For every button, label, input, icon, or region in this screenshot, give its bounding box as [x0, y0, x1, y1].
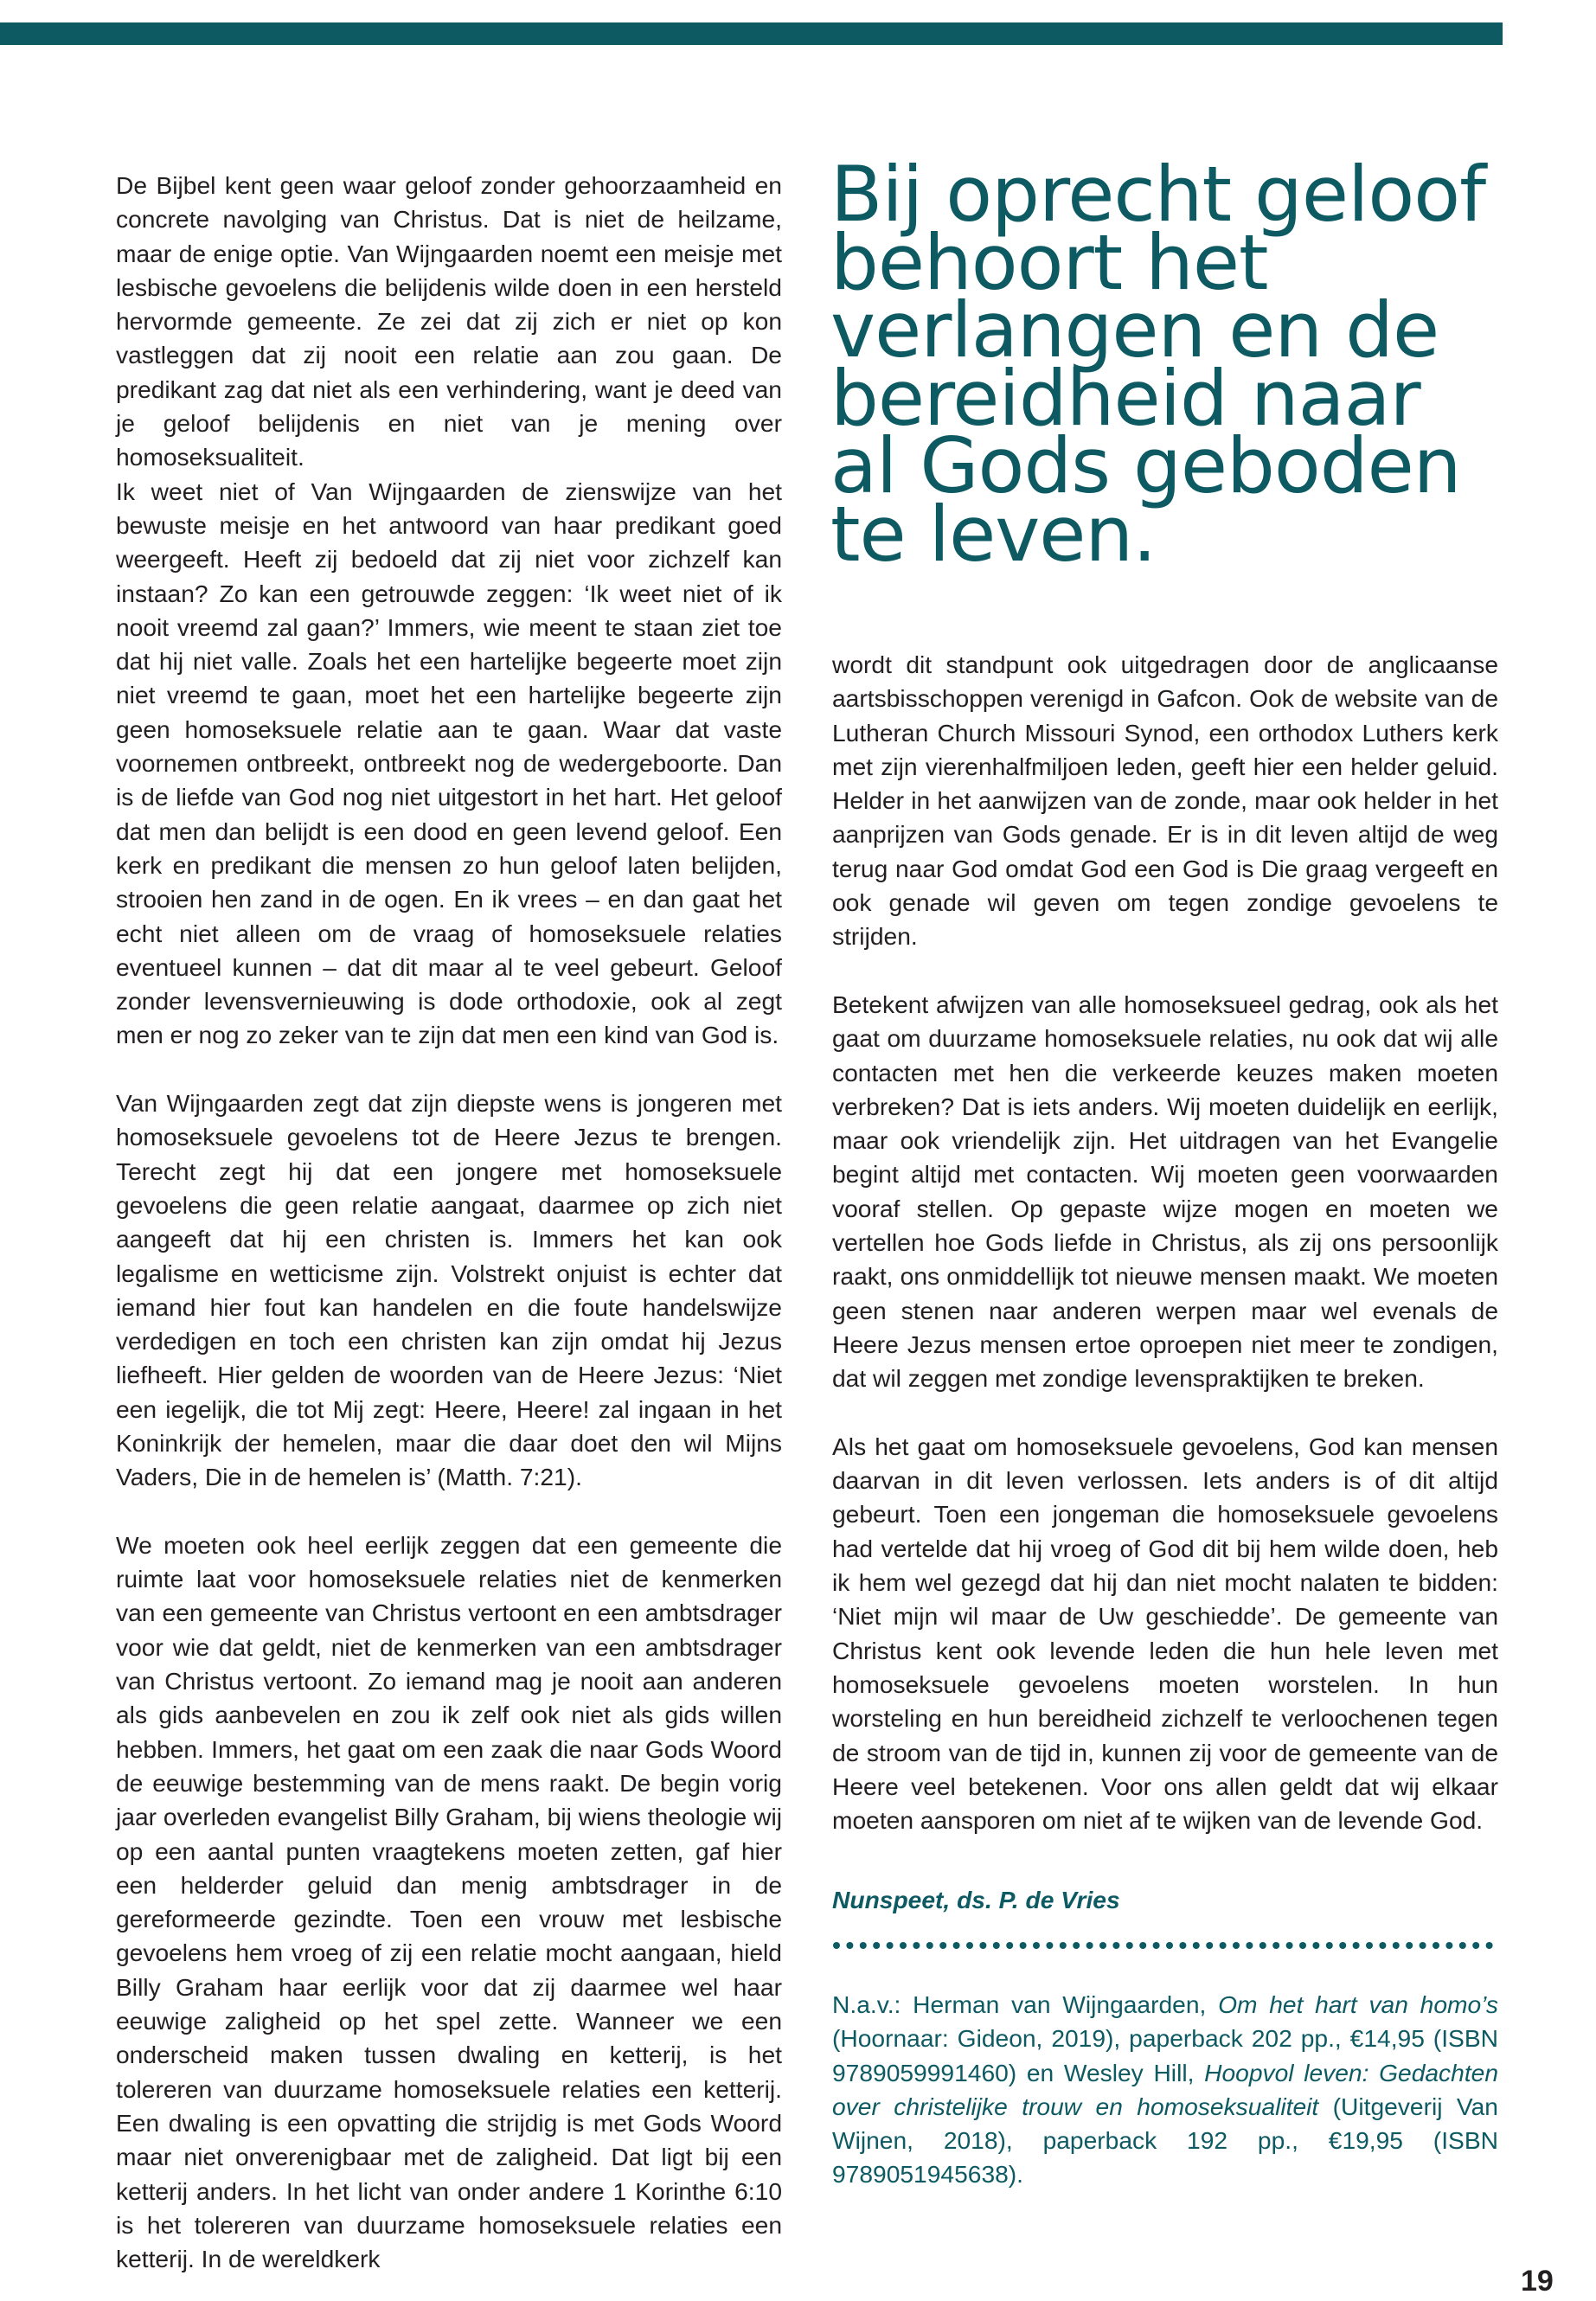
left-paragraph-2: Ik weet niet of Van Wijngaarden de zienswijze van het bewuste meisje en het antwoord van haar predikant goed weergeeft. Heeft zij bedoeld dat zij niet voor zichzelf kan instaan? Zo kan een getrouwde zeggen: ‘Ik weet niet of ik nooit vreemd zal gaan?’ Immers, wie meent te staan ziet toe dat hij niet valle. Zoals het een hartelijke begeerte moet zijn niet vreemd te gaan, moet het een hartelijke begeerte zijn geen homoseksuele relatie aan te gaan. Waar dat vaste voornemen ontbreekt, ontbreekt nog de wedergeboorte. Dan is de liefde van God nog niet uitgestort in het hart. Het geloof dat men dan belijdt is een dood en geen levend geloof. Een kerk en predikant die mensen zo hun geloof laten belijden, strooien hen zand in de ogen. En ik vrees – en dan gaat het echt niet alleen om de vraag of homoseksuele relaties eventueel kunnen – dat dit maar al te veel gebeurt. Geloof zonder levensvernieuwing is dode orthodoxie, ook al zegt men er nog zo zeker van te zijn dat men een kind van God is.	[116, 477, 782, 1049]
right-paragraph-3: Als het gaat om homoseksuele gevoelens, God kan mensen daarvan in dit leven verlossen. Iets anders is of dit altijd gebeurt. Toen een jongeman die homoseksuele gevoelens had vertelde dat hij vroeg of God dit bij hem wilde doen, heb ik hem wel gezegd dat hij dan niet mocht nalaten te bidden: ‘Niet mijn wil maar de Uw geschiedde’. De gemeente van Christus kent ook levende leden die hun hele leven met homoseksuele gevoelens moeten worstelen. In hun worsteling en hun bereidheid zichzelf te verloochenen tegen de stroom van de tijd in, kunnen zij voor de gemeente van de Heere veel betekenen. Voor ons allen geldt dat wij elkaar moeten aansporen om niet af te wijken van de levende God.	[832, 1432, 1498, 1835]
pull-quote: Bij oprecht geloof behoort het verlangen en de bereidheid naar al Gods geboden te leven.	[830, 150, 1486, 579]
note-part-1: N.a.v.: Herman van Wijngaarden,	[832, 1990, 1219, 2018]
book-reference-note	[832, 1988, 1498, 2192]
top-color-bar	[0, 22, 1503, 45]
author-signature: Nunspeet, ds. P. de Vries	[832, 1886, 1120, 1913]
left-paragraph-4: We moeten ook heel eerlijk zeggen dat een gemeente die ruimte laat voor homoseksuele relaties niet de kenmerken van een gemeente van Christus vertoont en een ambtsdrager voor wie dat geldt, niet de kenmerken van een ambtsdrager van Christus vertoont. Zo iemand mag je nooit aan anderen als gids aanbevelen en zou ik zelf ook niet als gids willen hebben. Immers, het gaat om een zaak die naar Gods Woord de eeuwige bestemming van de mens raakt. De begin vorig jaar overleden evangelist Billy Graham, bij wiens theologie wij op een aantal punten vraagtekens moeten zetten, gaf hier een helderder geluid dan menig ambtsdrager in de gereformeerde gezindte. Toen een vrouw met lesbische gevoelens hem vroeg of zij een relatie mocht aangaan, hield Billy Graham haar eerlijk voor dat zij daarmee wel haar eeuwige zaligheid op het spel zette. Wanneer we een onderscheid maken tussen dwaling en ketterij, is het tolereren van duurzame homoseksuele relaties een ketterij. Een dwaling is een opvatting die strijdig is met Gods Woord maar niet onverenigbaar met de zaligheid. Dat ligt bij een ketterij anders. In het licht van onder andere 1 Korinthe 6:10 is het tolereren van duurzame homoseksuele relaties een ketterij. In de wereldkerk	[116, 1530, 782, 2273]
right-paragraph-1: wordt dit standpunt ook uitgedragen door de anglicaanse aartsbisschoppen verenigd in Gafcon. Ook de website van de Lutheran Church Missouri Synod, een orthodox Luthers kerk met zijn vierenhalfmiljoen leden, geeft hier een helder geluid. Helder in het aanwijzen van de zonde, maar ook helder in het aanprijzen van Gods genade. Er is in dit leven altijd de weg terug naar God omdat God een God is Die graag vergeeft en ook genade wil geven om tegen zondige gevoelens te strijden.	[832, 651, 1498, 951]
dotted-divider	[832, 1941, 1500, 1950]
note-part-2: (Hoornaar: Gideon, 2019), paperback 202 pp., €14,95 (ISBN 9789059991460) en Wesley Hill,	[832, 2024, 1498, 2086]
note-title-1: Om het hart van homo’s	[1218, 1990, 1499, 2018]
left-paragraph-3: Van Wijngaarden zegt dat zijn diepste wens is jongeren met homoseksuele gevoelens tot de Heere Jezus te brengen. Terecht zegt hij dat een jongere met homoseksuele gevoelens die geen relatie aangaat, daarmee op zich niet aangeeft dat hij een christen is. Immers het kan ook legalisme en wetticisme zijn. Volstrekt onjuist is echter dat iemand hier fout kan handelen en die foute handelswijze verdedigen en toch een christen kan zijn omdat hij Jezus liefheeft. Hier gelden de woorden van de Heere Jezus: ‘Niet een iegelijk, die tot Mij zegt: Heere, Heere! zal ingaan in het Koninkrijk der hemelen, maar die daar doet den wil Mijns Vaders, Die in de hemelen is’ (Matth. 7:21).	[116, 1089, 782, 1491]
left-paragraph-1: De Bijbel kent geen waar geloof zonder gehoorzaamheid en concrete navolging van Christus. Dat is niet de heilzame, maar de enige optie. Van Wijngaarden noemt een meisje met lesbische gevoelens die belijdenis wilde doen in een hersteld hervormde gemeente. Ze zei dat zij zich er niet op kon vastleggen dat zij nooit een relatie aan zou gaan. De predikant zag dat niet als een verhindering, want je deed van je geloof belijdenis en niet van je mening over homoseksualiteit.	[116, 171, 782, 471]
page-number: 19	[1521, 2265, 1554, 2298]
note-part-3: (Uitgeverij Van Wijnen, 2018), paperback 192 pp., €19,95 (ISBN 9789051945638).	[832, 2092, 1498, 2189]
note-title-2: Hoopvol leven: Gedachten over christelijke trouw en homoseksualiteit	[832, 2058, 1498, 2120]
right-paragraph-2: Betekent afwijzen van alle homoseksueel gedrag, ook als het gaat om duurzame homoseksuele relaties, nu ook dat wij alle contacten met hen die verkeerde keuzes maken moeten verbreken? Dat is iets anders. Wij moeten duidelijk en eerlijk, maar ook vriendelijk zijn. Het uitdragen van het Evangelie begint altijd met contacten. Wij moeten geen voorwaarden vooraf stellen. Op gepaste wijze mogen en moeten we vertellen hoe Gods liefde in Christus, als zij ons persoonlijk raakt, ons onmiddellijk tot nieuwe mensen maakt. We moeten geen stenen naar anderen werpen maar wel evenals de Heere Jezus mensen ertoe oproepen niet meer te zondigen, dat wil zeggen met zondige levenspraktijken te breken.	[832, 990, 1498, 1393]
left-column	[116, 169, 782, 2276]
right-column	[832, 648, 1498, 1837]
